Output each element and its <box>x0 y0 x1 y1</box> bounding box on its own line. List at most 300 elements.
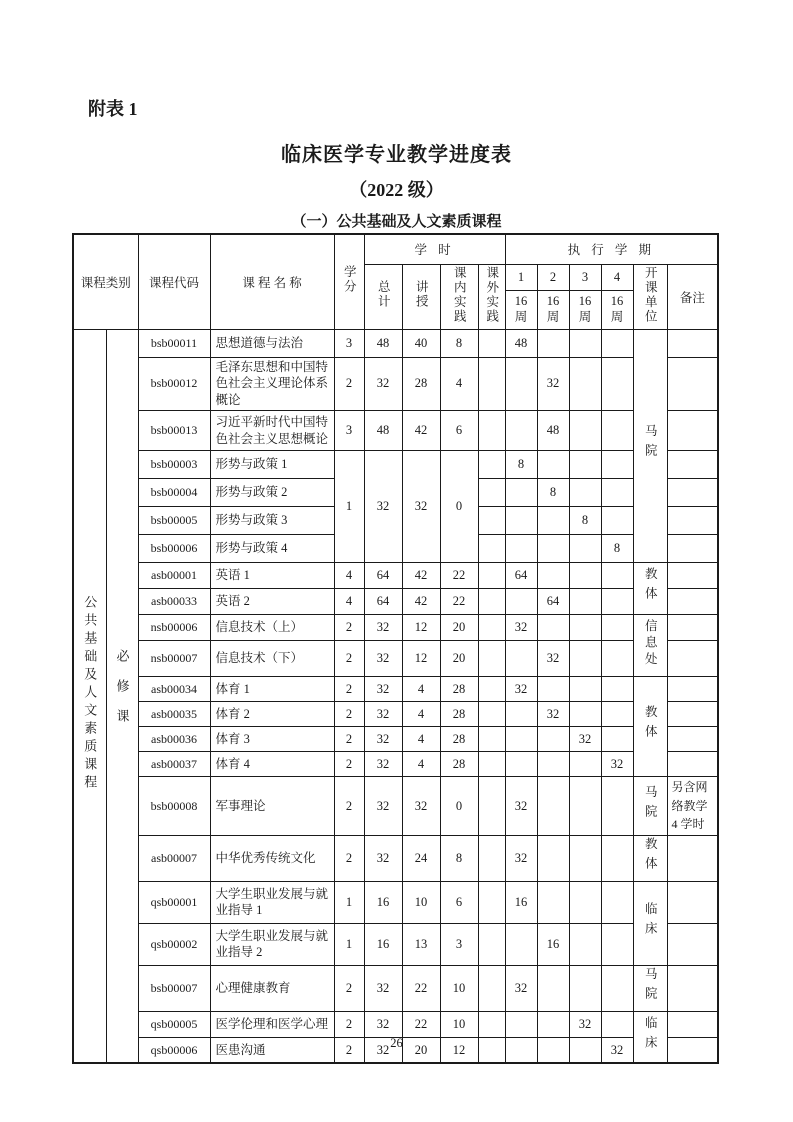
cell-course-name: 形势与政策 3 <box>210 507 334 535</box>
cell-course-name: 形势与政策 1 <box>210 451 334 479</box>
cell-sem1: 64 <box>505 563 537 589</box>
cell-in-practice: 0 <box>440 777 478 836</box>
cell-sem3 <box>569 923 601 965</box>
cell-sem2: 32 <box>537 702 569 727</box>
cell-credits: 2 <box>334 615 364 641</box>
table-row <box>73 965 718 1011</box>
cell-sem2 <box>537 965 569 1011</box>
cell-total: 16 <box>364 923 402 965</box>
cell-total: 48 <box>364 411 402 451</box>
category-label: 公共基础及人文素质课程 <box>82 594 98 793</box>
cell-out-practice <box>478 702 505 727</box>
cell-sem2: 8 <box>537 479 569 507</box>
cell-course-name: 信息技术（下） <box>210 641 334 677</box>
cell-sem4 <box>601 641 633 677</box>
cell-sem2 <box>537 752 569 777</box>
cell-code: bsb00008 <box>138 777 210 836</box>
cell-total: 32 <box>364 451 402 563</box>
cell-sem1: 32 <box>505 615 537 641</box>
cell-sem2 <box>537 727 569 752</box>
cell-remark <box>667 1011 718 1037</box>
cell-sem2: 64 <box>537 589 569 615</box>
cell-sem4 <box>601 727 633 752</box>
cell-lecture: 32 <box>402 777 440 836</box>
week-num: 16 <box>610 294 624 309</box>
header-hours-in-practice <box>440 264 478 329</box>
unit-label: 教体 <box>643 567 658 607</box>
cell-code: bsb00004 <box>138 479 210 507</box>
cell-sem4: 32 <box>601 752 633 777</box>
cell-course-name: 习近平新时代中国特色社会主义思想概论 <box>210 411 334 451</box>
cell-credits: 1 <box>334 451 364 563</box>
cell-sem3 <box>569 881 601 923</box>
cell-course-name: 体育 2 <box>210 702 334 727</box>
cell-out-practice <box>478 563 505 589</box>
cell-code: bsb00007 <box>138 965 210 1011</box>
cell-credits: 2 <box>334 702 364 727</box>
cell-total: 32 <box>364 702 402 727</box>
cell-sem2 <box>537 881 569 923</box>
cell-lecture: 4 <box>402 727 440 752</box>
cell-in-practice: 28 <box>440 677 478 702</box>
cell-code: qsb00001 <box>138 881 210 923</box>
cell-code: qsb00005 <box>138 1011 210 1037</box>
cell-credits: 2 <box>334 727 364 752</box>
cell-remark <box>667 357 718 411</box>
cell-in-practice: 28 <box>440 752 478 777</box>
cell-code: bsb00011 <box>138 329 210 357</box>
cell-sem3 <box>569 329 601 357</box>
cell-unit <box>633 615 667 677</box>
cell-code: nsb00006 <box>138 615 210 641</box>
table-row <box>73 641 718 677</box>
section-title: （一）公共基础及人文素质课程 <box>291 214 502 230</box>
cell-lecture: 12 <box>402 641 440 677</box>
cell-lecture: 28 <box>402 357 440 411</box>
course-type-label: 必修课 <box>114 648 130 739</box>
page-number: 26 <box>390 1036 403 1050</box>
cell-sem4 <box>601 563 633 589</box>
cell-sem3: 32 <box>569 727 601 752</box>
cell-code: bsb00005 <box>138 507 210 535</box>
cell-sem3 <box>569 641 601 677</box>
cell-lecture: 40 <box>402 329 440 357</box>
cell-out-practice <box>478 677 505 702</box>
cell-sem1: 32 <box>505 777 537 836</box>
cell-course-name: 体育 4 <box>210 752 334 777</box>
cell-code: bsb00012 <box>138 357 210 411</box>
table-row <box>73 727 718 752</box>
cell-in-practice: 8 <box>440 329 478 357</box>
cell-sem3 <box>569 451 601 479</box>
week-unit: 周 <box>578 309 592 324</box>
cell-lecture: 12 <box>402 615 440 641</box>
header-sem-2: 2 <box>537 264 569 291</box>
header-sem-4: 4 <box>601 264 633 291</box>
cell-credits: 1 <box>334 923 364 965</box>
header-offering-unit-label: 开课单位 <box>643 265 658 324</box>
cell-lecture: 42 <box>402 589 440 615</box>
cell-code: bsb00013 <box>138 411 210 451</box>
cell-sem3 <box>569 411 601 451</box>
cell-sem4 <box>601 702 633 727</box>
cell-in-practice: 20 <box>440 641 478 677</box>
cell-sem4 <box>601 479 633 507</box>
cell-credits: 3 <box>334 329 364 357</box>
header-hours-in-practice-label: 课内实践 <box>452 265 467 324</box>
cell-lecture: 4 <box>402 677 440 702</box>
cell-out-practice <box>478 777 505 836</box>
table-row <box>73 777 718 836</box>
cell-sem3 <box>569 965 601 1011</box>
cell-in-practice: 28 <box>440 727 478 752</box>
cell-in-practice: 4 <box>440 357 478 411</box>
cell-sem4 <box>601 357 633 411</box>
cell-sem3 <box>569 677 601 702</box>
cell-course-name: 大学生职业发展与就业指导 2 <box>210 923 334 965</box>
cell-in-practice: 28 <box>440 702 478 727</box>
cell-sem4 <box>601 507 633 535</box>
cell-out-practice <box>478 923 505 965</box>
cell-lecture: 24 <box>402 835 440 881</box>
table-row <box>73 752 718 777</box>
week-unit: 周 <box>514 309 528 324</box>
header-row-1 <box>73 234 718 264</box>
cell-out-practice <box>478 641 505 677</box>
header-hours-total-label: 总计 <box>376 280 391 309</box>
cell-sem2 <box>537 535 569 563</box>
cell-sem2 <box>537 777 569 836</box>
cell-sem4 <box>601 965 633 1011</box>
cell-lecture: 42 <box>402 411 440 451</box>
cell-sem1 <box>505 479 537 507</box>
cell-out-practice <box>478 615 505 641</box>
header-hours-lecture <box>402 264 440 329</box>
cell-code: asb00001 <box>138 563 210 589</box>
cell-sem4 <box>601 411 633 451</box>
page-title: 临床医学专业教学进度表 <box>281 144 512 166</box>
header-hours-out-practice <box>478 264 505 329</box>
cell-out-practice <box>478 357 505 411</box>
cell-lecture: 32 <box>402 451 440 563</box>
cell-lecture: 13 <box>402 923 440 965</box>
cell-in-practice: 12 <box>440 1037 478 1063</box>
cell-credits: 4 <box>334 563 364 589</box>
table-row <box>73 923 718 965</box>
cell-remark <box>667 563 718 589</box>
cell-sem3 <box>569 357 601 411</box>
table-row <box>73 677 718 702</box>
cell-total: 32 <box>364 615 402 641</box>
cell-course-name: 军事理论 <box>210 777 334 836</box>
cell-total: 64 <box>364 589 402 615</box>
cell-remark <box>667 589 718 615</box>
cell-unit <box>633 777 667 836</box>
cell-sem1: 32 <box>505 835 537 881</box>
header-weeks-1 <box>505 291 537 329</box>
cell-code: qsb00002 <box>138 923 210 965</box>
header-weeks-2 <box>537 291 569 329</box>
cell-sem4 <box>601 329 633 357</box>
cell-total: 32 <box>364 677 402 702</box>
cell-course-name: 心理健康教育 <box>210 965 334 1011</box>
header-category: 课程类别 <box>73 234 138 329</box>
cell-remark <box>667 881 718 923</box>
table-row <box>73 357 718 411</box>
cell-course-name: 形势与政策 2 <box>210 479 334 507</box>
cell-code: bsb00006 <box>138 535 210 563</box>
table-row <box>73 329 718 357</box>
cell-lecture: 10 <box>402 881 440 923</box>
table-row <box>73 702 718 727</box>
cell-sem1 <box>505 507 537 535</box>
cell-sem3 <box>569 835 601 881</box>
header-semester-group: 执 行 学 期 <box>505 234 718 264</box>
cell-sem4 <box>601 677 633 702</box>
cell-code: asb00007 <box>138 835 210 881</box>
cell-out-practice <box>478 965 505 1011</box>
cell-sem1 <box>505 589 537 615</box>
header-hours-out-practice-label: 课外实践 <box>484 265 499 324</box>
table-row <box>73 615 718 641</box>
table-row <box>73 563 718 589</box>
header-code: 课程代码 <box>138 234 210 329</box>
cell-lecture: 20 <box>402 1037 440 1063</box>
cell-out-practice <box>478 507 505 535</box>
cell-lecture: 4 <box>402 752 440 777</box>
cell-in-practice: 6 <box>440 881 478 923</box>
cell-sem1 <box>505 1011 537 1037</box>
cell-total: 32 <box>364 1037 402 1063</box>
unit-label: 教体 <box>643 836 658 876</box>
week-num: 16 <box>514 294 528 309</box>
cell-sem2 <box>537 451 569 479</box>
table-row <box>73 411 718 451</box>
cell-out-practice <box>478 727 505 752</box>
header-hours-lecture-label: 讲授 <box>414 280 429 309</box>
cell-out-practice <box>478 329 505 357</box>
header-weeks-3 <box>569 291 601 329</box>
header-hours-total <box>364 264 402 329</box>
cell-remark <box>667 411 718 451</box>
cell-course-name: 体育 3 <box>210 727 334 752</box>
week-num: 16 <box>578 294 592 309</box>
cell-sem2 <box>537 835 569 881</box>
cell-credits: 2 <box>334 1037 364 1063</box>
cell-in-practice: 8 <box>440 835 478 881</box>
cell-sem3 <box>569 479 601 507</box>
header-hours-group: 学 时 <box>364 234 505 264</box>
cell-total: 32 <box>364 641 402 677</box>
cell-remark <box>667 677 718 702</box>
cell-lecture: 22 <box>402 965 440 1011</box>
cell-sem4 <box>601 589 633 615</box>
cell-sem1 <box>505 727 537 752</box>
cell-sem1: 32 <box>505 677 537 702</box>
cell-sem3 <box>569 777 601 836</box>
cell-sem4: 8 <box>601 535 633 563</box>
cell-remark <box>667 451 718 479</box>
header-credits <box>334 234 364 329</box>
table-row <box>73 451 718 479</box>
cell-course-name: 英语 1 <box>210 563 334 589</box>
cell-sem4 <box>601 881 633 923</box>
cell-sem1 <box>505 357 537 411</box>
cell-sem4 <box>601 1011 633 1037</box>
week-num: 16 <box>546 294 560 309</box>
cell-sem4 <box>601 615 633 641</box>
cell-credits: 1 <box>334 881 364 923</box>
cell-sem3 <box>569 535 601 563</box>
table-row <box>73 589 718 615</box>
cell-out-practice <box>478 752 505 777</box>
cell-sem2: 32 <box>537 357 569 411</box>
cell-sem2 <box>537 677 569 702</box>
unit-label: 教体 <box>643 705 658 745</box>
cell-in-practice: 6 <box>440 411 478 451</box>
schedule-table-wrap <box>72 233 719 1064</box>
cell-sem4: 32 <box>601 1037 633 1063</box>
cell-sem2 <box>537 615 569 641</box>
cell-unit <box>633 881 667 965</box>
cell-credits: 2 <box>334 752 364 777</box>
cell-sem1: 8 <box>505 451 537 479</box>
cell-code: asb00036 <box>138 727 210 752</box>
cell-sem2: 32 <box>537 641 569 677</box>
cell-out-practice <box>478 835 505 881</box>
cell-sem1 <box>505 411 537 451</box>
cell-sem1: 16 <box>505 881 537 923</box>
unit-label: 马院 <box>643 966 658 1006</box>
cell-credits: 3 <box>334 411 364 451</box>
cell-sem3 <box>569 615 601 641</box>
header-sem-1: 1 <box>505 264 537 291</box>
cell-in-practice: 10 <box>440 1011 478 1037</box>
cell-in-practice: 0 <box>440 451 478 563</box>
cell-lecture: 22 <box>402 1011 440 1037</box>
cell-remark <box>667 479 718 507</box>
cell-sem1 <box>505 923 537 965</box>
cell-lecture: 4 <box>402 702 440 727</box>
cell-sem2: 48 <box>537 411 569 451</box>
cell-out-practice <box>478 411 505 451</box>
cell-remark <box>667 615 718 641</box>
cell-course-name: 毛泽东思想和中国特色社会主义理论体系概论 <box>210 357 334 411</box>
week-unit: 周 <box>610 309 624 324</box>
cell-unit <box>633 835 667 881</box>
cell-out-practice <box>478 479 505 507</box>
cell-in-practice: 3 <box>440 923 478 965</box>
cell-credits: 2 <box>334 641 364 677</box>
cell-credits: 2 <box>334 1011 364 1037</box>
unit-label: 临床 <box>643 1015 658 1055</box>
cell-sem2 <box>537 329 569 357</box>
cell-course-name: 信息技术（上） <box>210 615 334 641</box>
cell-unit <box>633 563 667 615</box>
cell-course-name: 思想道德与法治 <box>210 329 334 357</box>
cell-sem1 <box>505 752 537 777</box>
header-sem-3: 3 <box>569 264 601 291</box>
cell-course-type <box>106 329 138 1063</box>
cell-course-name: 大学生职业发展与就业指导 1 <box>210 881 334 923</box>
cell-remark <box>667 535 718 563</box>
cell-sem3 <box>569 589 601 615</box>
cell-in-practice: 10 <box>440 965 478 1011</box>
cell-course-name: 医学伦理和医学心理 <box>210 1011 334 1037</box>
unit-label: 马院 <box>643 424 658 464</box>
cell-sem2: 16 <box>537 923 569 965</box>
cell-course-name: 医患沟通 <box>210 1037 334 1063</box>
cell-sem3: 32 <box>569 1011 601 1037</box>
cell-out-practice <box>478 589 505 615</box>
cell-sem4 <box>601 923 633 965</box>
cell-code: nsb00007 <box>138 641 210 677</box>
cell-sem3 <box>569 563 601 589</box>
cell-remark <box>667 641 718 677</box>
table-row <box>73 881 718 923</box>
cell-in-practice: 22 <box>440 589 478 615</box>
cell-total: 32 <box>364 727 402 752</box>
cell-code: asb00037 <box>138 752 210 777</box>
cell-remark: 另含网络教学4 学时 <box>667 777 718 836</box>
cell-code: asb00033 <box>138 589 210 615</box>
cell-out-practice <box>478 535 505 563</box>
cell-remark <box>667 923 718 965</box>
appendix-label: 附表 1 <box>88 99 138 119</box>
cell-remark <box>667 835 718 881</box>
header-remarks: 备注 <box>667 264 718 329</box>
cell-out-practice <box>478 881 505 923</box>
cell-out-practice <box>478 451 505 479</box>
header-name: 课 程 名 称 <box>210 234 334 329</box>
cell-course-name: 中华优秀传统文化 <box>210 835 334 881</box>
cell-total: 16 <box>364 881 402 923</box>
cell-in-practice: 22 <box>440 563 478 589</box>
cell-lecture: 42 <box>402 563 440 589</box>
table-row <box>73 835 718 881</box>
unit-label: 马院 <box>643 784 658 824</box>
cell-remark <box>667 727 718 752</box>
cell-code: asb00035 <box>138 702 210 727</box>
week-unit: 周 <box>546 309 560 324</box>
cell-sem3 <box>569 702 601 727</box>
cell-course-name: 形势与政策 4 <box>210 535 334 563</box>
cell-unit <box>633 329 667 563</box>
header-offering-unit <box>633 264 667 329</box>
cell-total: 32 <box>364 357 402 411</box>
cell-remark <box>667 507 718 535</box>
cell-code: asb00034 <box>138 677 210 702</box>
cell-category <box>73 329 106 1063</box>
cell-sem4 <box>601 451 633 479</box>
cell-sem4 <box>601 835 633 881</box>
cell-sem3: 8 <box>569 507 601 535</box>
cell-code: qsb00006 <box>138 1037 210 1063</box>
cell-sem1 <box>505 702 537 727</box>
unit-label: 信息处 <box>643 618 658 669</box>
cell-code: bsb00003 <box>138 451 210 479</box>
cell-sem1: 32 <box>505 965 537 1011</box>
cell-sem1 <box>505 641 537 677</box>
schedule-table <box>72 233 719 1064</box>
cell-sem4 <box>601 777 633 836</box>
cell-remark <box>667 752 718 777</box>
cell-out-practice <box>478 1011 505 1037</box>
cell-total: 32 <box>364 777 402 836</box>
cell-credits: 2 <box>334 835 364 881</box>
cell-sem2 <box>537 563 569 589</box>
cell-credits: 2 <box>334 357 364 411</box>
